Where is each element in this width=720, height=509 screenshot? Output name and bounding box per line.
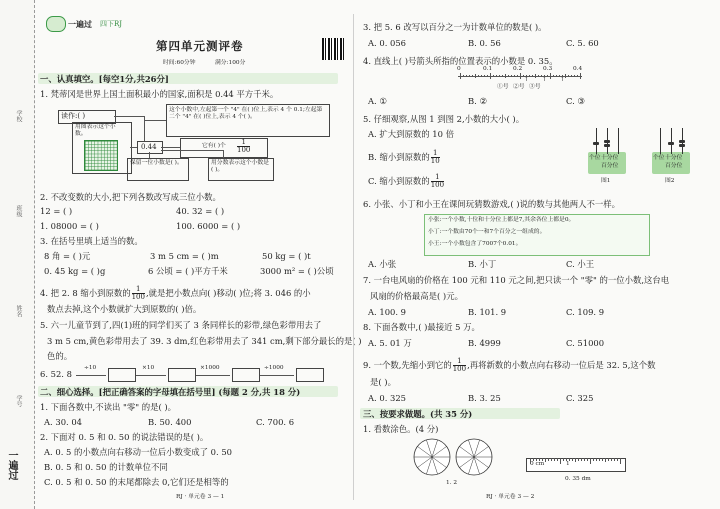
connector: [130, 147, 137, 148]
r-q3c: C. 5. 60: [566, 38, 599, 48]
arrow-label-2: ②号: [513, 84, 525, 90]
q3a: 8 角 = ( )元: [44, 251, 91, 261]
r-q9-part-b: ,再将新数的小数点向右移动一位后是 32. 5,这个数: [467, 360, 656, 370]
ruler-tick: [602, 458, 603, 461]
number-line-tick: [571, 75, 572, 78]
number-line-tick: [547, 75, 548, 78]
ruler-tick: [581, 458, 582, 461]
r-q5c-denominator: 100: [430, 181, 445, 189]
connector: [144, 120, 166, 121]
chain-blank-2[interactable]: [168, 368, 196, 382]
binding-label-name: 姓名: [15, 305, 22, 317]
brand-logo-icon: [46, 16, 66, 32]
q4-line1: [40, 286, 311, 301]
r-q9-line2: 是( )。: [370, 377, 396, 387]
q3d: 0. 45 kg = ( )g: [44, 266, 106, 276]
c2-text: 2. 下面对 0. 5 和 0. 50 的说法错误的是( )。: [40, 432, 209, 442]
ruler-tick: [578, 458, 579, 461]
number-line-tick: [577, 75, 578, 78]
number-line-tick: [460, 73, 461, 79]
r-q9-fraction: [453, 358, 466, 373]
number-line-arrow-icon: ↑: [560, 77, 565, 83]
r-q7-line2: 风扇的价格最高是( )元。: [370, 291, 463, 301]
q4-fraction: [132, 286, 145, 301]
abacus1-label-tenths: 十分位: [601, 155, 619, 161]
q2b: 40. 32 = ( ): [176, 206, 225, 216]
q2d: 100. 6000 = ( ): [176, 221, 241, 231]
chain-op-4: ÷1000: [264, 365, 284, 371]
r-q9c: C. 325: [566, 393, 594, 403]
c1b: B. 50. 400: [148, 417, 192, 427]
pie-circles[interactable]: [412, 436, 496, 478]
r-q8b: B. 4999: [468, 338, 501, 348]
q4-fraction-numerator: 1: [132, 286, 145, 294]
c2b: B. 0. 5 和 0. 50 的计数单位不同: [44, 462, 168, 472]
chain-blank-3[interactable]: [232, 368, 260, 382]
chain-arrow: [136, 375, 166, 376]
connector: [223, 150, 224, 158]
ruler-length-label: 0. 35 dm: [565, 476, 591, 482]
connector: [149, 152, 150, 158]
number-line-tick: [550, 73, 551, 79]
r-q5: 5. 仔细观察,从图 1 到图 2,小数的大小( )。: [363, 114, 525, 124]
c2c: C. 0. 5 和 0. 50 的末尾都除去 0,它们还是相等的: [44, 477, 229, 487]
ruler-tick: [596, 458, 597, 461]
abacus1-label-hundredths: 百分位: [601, 163, 619, 169]
footer-left: RJ · 单元卷 3 — 1: [176, 494, 225, 500]
number-line-tick: [535, 74, 536, 78]
chain-blank-1[interactable]: [108, 368, 136, 382]
shade-text: 用图表示这个小数。: [75, 124, 116, 137]
number-line-tick: [472, 75, 473, 78]
number-line-tick: [565, 74, 566, 78]
ruler-tick: [551, 458, 552, 461]
arrow-label-1: ①号: [497, 84, 509, 90]
reading-text: 读作:( ): [61, 112, 86, 120]
r-q8c: C. 51000: [566, 338, 605, 348]
ruler-tick: [572, 458, 573, 461]
ruler-tick: [608, 458, 609, 461]
q5-line2: 3 m 5 cm,黄色彩带用去了 39. 3 dm,红色彩带用去了 341 cm,剩下部分最长的是( ): [47, 336, 362, 346]
page-title: 第四单元测评卷: [156, 39, 244, 53]
ruler-tick: [605, 458, 606, 462]
number-line-tick: [493, 75, 494, 78]
r-q6: 6. 小张、小丁和小王在课间玩猜数游戏,( )说的数与其他两人不一样。: [363, 199, 621, 209]
clue-ding: 小丁:一个数由70个一和7个百分之一组成的。: [428, 229, 546, 235]
q2-text: 2. 不改变数的大小,把下列各数改写成三位小数。: [40, 192, 221, 202]
ruler-tick: [575, 458, 576, 462]
number-line-tick: [463, 75, 464, 78]
ruler-tick: [590, 458, 591, 464]
number-line-tick: [514, 75, 515, 78]
q2c: 1. 08000 = ( ): [40, 221, 99, 231]
ruler-one-label: 1: [566, 461, 570, 467]
place-value-text: 这个小数中,左起第一个 "4" 在( )位上,表示 4 个 0.1;左起第二个 "4" 在( )位上,表示 4 个( )。: [169, 107, 323, 120]
q3f: 3000 m² = ( )公顷: [260, 266, 334, 276]
ruler-tick: [560, 458, 561, 464]
edition-label: 四下RJ: [100, 20, 123, 28]
r-q4c: C. ③: [566, 96, 585, 106]
ruler-tick: [569, 458, 570, 461]
qr-code-icon: [322, 38, 344, 60]
connector: [114, 116, 144, 117]
ruler-tick: [545, 458, 546, 462]
number-line-tick: [511, 75, 512, 78]
d1-text: 1. 看数涂色。(4 分): [363, 424, 439, 434]
r-q9-line1: [363, 358, 656, 373]
q2a: 12 = ( ): [40, 206, 73, 216]
c1-text: 1. 下面各数中,不读出 "零" 的是( )。: [40, 402, 177, 412]
binding-strip: [0, 0, 35, 509]
binding-label-id: 学号: [15, 395, 22, 407]
q1-text: 1. 梵蒂冈是世界上国土面积最小的国家,面积是 0.44 平方千米。: [40, 89, 279, 99]
number-line-tick: [538, 75, 539, 78]
chain-op-2: ×10: [142, 365, 155, 371]
axis-label-0: 0: [457, 66, 461, 72]
number-line-tick: [553, 75, 554, 78]
number-line-tick: [496, 75, 497, 78]
axis-label-1: 0.1: [483, 66, 493, 72]
binding-label-school: 学校: [15, 110, 22, 122]
q4-fraction-denominator: 100: [131, 293, 145, 301]
number-line-tick: [475, 74, 476, 78]
r-q5b-fraction: [431, 150, 440, 165]
clue-zhang: 小张:一个小数,十位和十分位上都是7,其余各位上都是0。: [428, 217, 575, 223]
ruler-tick: [530, 458, 531, 464]
connector: [161, 147, 180, 148]
section-2-heading: 二、细心选择。[把正确答案的字母填在括号里] (每题 2 分,共 18 分): [40, 387, 301, 397]
ruler-zero-label: 0 cm: [530, 461, 545, 467]
ruler-tick: [617, 458, 618, 461]
pie-circle-1[interactable]: [414, 439, 450, 475]
ruler-tick: [620, 458, 621, 464]
q3e: 6 公顷 = ( )平方千米: [148, 266, 228, 276]
r-q6b: B. 小丁: [468, 259, 497, 269]
r-q8: 8. 下面各数中,( )最接近 5 万。: [363, 322, 480, 332]
number-line-tick: [568, 75, 569, 78]
ruler-tick: [563, 458, 564, 461]
q5-line1: 5. 六一儿童节到了,四(1)班的同学们买了 3 条同样长的彩带,绿色彩带用去了: [40, 320, 322, 330]
arrow-label-3: ③号: [529, 84, 541, 90]
section-1-heading: 一、认真填空。[每空1分,共26分]: [40, 74, 169, 84]
r-q5c: C. 缩小到原数的: [368, 176, 430, 186]
number-line-tick: [517, 75, 518, 78]
fraction-text: 用分数表示这个小数是( )。: [211, 160, 269, 173]
rounding-text: 保留一位小数是( )。: [130, 160, 183, 166]
q3b: 3 m 5 cm = ( )m: [150, 251, 219, 261]
brand-name: 一遍过: [68, 19, 92, 29]
number-line-tick: [478, 75, 479, 78]
r-q7b: B. 101. 9: [468, 307, 507, 317]
r-q4b: B. ②: [468, 96, 487, 106]
r-q7a: A. 100. 9: [368, 307, 407, 317]
unit-fraction-denominator: 100: [237, 146, 251, 154]
axis-label-3: 0.3: [543, 66, 553, 72]
chain-arrow: [76, 375, 106, 376]
r-q5c-line: [368, 174, 445, 189]
chain-arrow: [196, 375, 230, 376]
q4-line2: 数点去掉,这个小数就扩大到原数的( )倍。: [47, 304, 202, 314]
ruler-tick: [548, 458, 549, 461]
r-q9-part-a: 9. 一个数,先缩小到它的: [363, 360, 452, 370]
number-line-tick: [484, 75, 485, 78]
ruler-tick: [557, 458, 558, 461]
fig1-label: 图1: [601, 178, 611, 184]
q4-part-b: ,就是把小数点向( )移动( )位;将 3. 046 的小: [145, 288, 311, 298]
r-q5a: A. 扩大到原数的 10 倍: [368, 129, 454, 139]
number-line-arrow-icon: ↑: [542, 77, 547, 83]
number-line-tick: [580, 73, 581, 79]
score-label: 满分:100分: [215, 60, 246, 66]
r-q7-line1: 7. 一台电风扇的价格在 100 元和 110 元之间,把只读一个 "零" 的一位小数,这台电: [363, 275, 670, 285]
ruler-tick: [614, 458, 615, 461]
number-line-tick: [508, 75, 509, 78]
chain-blank-4[interactable]: [296, 368, 324, 382]
ruler-tick: [554, 458, 555, 461]
r-q9a: A. 0. 325: [368, 393, 407, 403]
abacus1-label-ones: 个位: [589, 155, 601, 161]
axis-label-2: 0.2: [513, 66, 523, 72]
number-line-tick: [502, 75, 503, 78]
ruler-tick: [584, 458, 585, 461]
r-q9-numerator: 1: [453, 358, 466, 366]
fig2-label: 图2: [665, 178, 675, 184]
clue-wang: 小王:一个小数包含了7007个0.01。: [428, 241, 522, 247]
contains-text: 它有( )个: [202, 143, 226, 149]
q3c: 50 kg = ( )t: [262, 251, 311, 261]
ruler-tick: [536, 458, 537, 461]
axis-label-4: 0.4: [573, 66, 583, 72]
unit-fraction-numerator: 1: [237, 139, 250, 147]
number-line-tick: [487, 75, 488, 78]
chain-op-1: ÷10: [84, 365, 97, 371]
hundred-grid[interactable]: [84, 140, 118, 171]
r-q5b-denominator: 10: [430, 157, 440, 165]
q4-part-a: 4. 把 2. 8 缩小到原数的: [40, 288, 131, 298]
number-line-tick: [532, 75, 533, 78]
footer-right: RJ · 单元卷 3 — 2: [486, 494, 535, 500]
pie-circle-2[interactable]: [456, 439, 492, 475]
r-q9b: B. 3. 25: [468, 393, 501, 403]
chain-op-3: ×1000: [200, 365, 220, 371]
chain-arrow: [260, 375, 294, 376]
connector: [161, 150, 223, 151]
r-q8a: A. 5. 01 万: [368, 338, 412, 348]
r-q5b-line: [368, 150, 441, 165]
r-q5b-numerator: 1: [431, 150, 440, 158]
binding-logo: 一遍过: [6, 450, 17, 480]
number-line-tick: [466, 75, 467, 78]
number-line-tick: [505, 74, 506, 78]
ruler-tick: [566, 458, 567, 461]
number-line-tick: [556, 75, 557, 78]
number-line-tick: [490, 73, 491, 79]
center-number: 0.44: [141, 143, 157, 151]
r-q6c: C. 小王: [566, 259, 595, 269]
r-q3: 3. 把 5. 6 改写以百分之一为计数单位的数是( )。: [363, 22, 547, 32]
binding-label-class: 班级: [15, 205, 22, 217]
c1c: C. 700. 6: [256, 417, 295, 427]
number-line-tick: [469, 75, 470, 78]
number-line-tick: [481, 75, 482, 78]
ruler-tick: [533, 458, 534, 461]
number-line-tick: [529, 75, 530, 78]
q5-line3: 色的。: [47, 351, 73, 361]
circle-value-label: 1. 2: [446, 480, 458, 486]
section-3-heading: 三、按要求做题。(共 35 分): [363, 409, 473, 419]
number-line-tick: [574, 75, 575, 78]
number-line-arrow-icon: ↑: [524, 77, 529, 83]
q3-text: 3. 在括号里填上适当的数。: [40, 236, 143, 246]
r-q3b: B. 0. 56: [468, 38, 501, 48]
ruler-tick: [611, 458, 612, 461]
c2a: A. 0. 5 的小数点向右移动一位后小数变成了 0. 50: [44, 447, 232, 457]
ruler-tick: [542, 458, 543, 461]
r-q9-denominator: 100: [452, 365, 467, 373]
r-q3a: A. 0. 056: [368, 38, 407, 48]
ruler-tick: [593, 458, 594, 461]
abacus2-label-ones: 个位: [653, 155, 665, 161]
r-q4: 4. 直线上( )号箭头所指的位置表示的小数是 0. 35。: [363, 56, 558, 66]
q6-start: 6. 52. 8: [40, 369, 72, 379]
r-q4a: A. ①: [368, 96, 387, 106]
abacus2-label-tenths: 十分位: [665, 155, 683, 161]
c1a: A. 30. 04: [44, 417, 83, 427]
unit-fraction: [237, 139, 250, 154]
r-q5c-numerator: 1: [431, 174, 444, 182]
r-q6a: A. 小张: [368, 259, 397, 269]
number-line-tick: [499, 75, 500, 78]
ruler-tick: [599, 458, 600, 461]
r-q5c-fraction: [431, 174, 444, 189]
time-label: 时间:60分钟: [163, 60, 196, 66]
r-q5b: B. 缩小到原数的: [368, 152, 430, 162]
abacus2-label-hundredths: 百分位: [665, 163, 683, 169]
r-q7c: C. 109. 9: [566, 307, 605, 317]
number-line-tick: [520, 73, 521, 79]
ruler-tick: [539, 458, 540, 461]
column-divider: [353, 14, 354, 500]
ruler-tick: [587, 458, 588, 461]
